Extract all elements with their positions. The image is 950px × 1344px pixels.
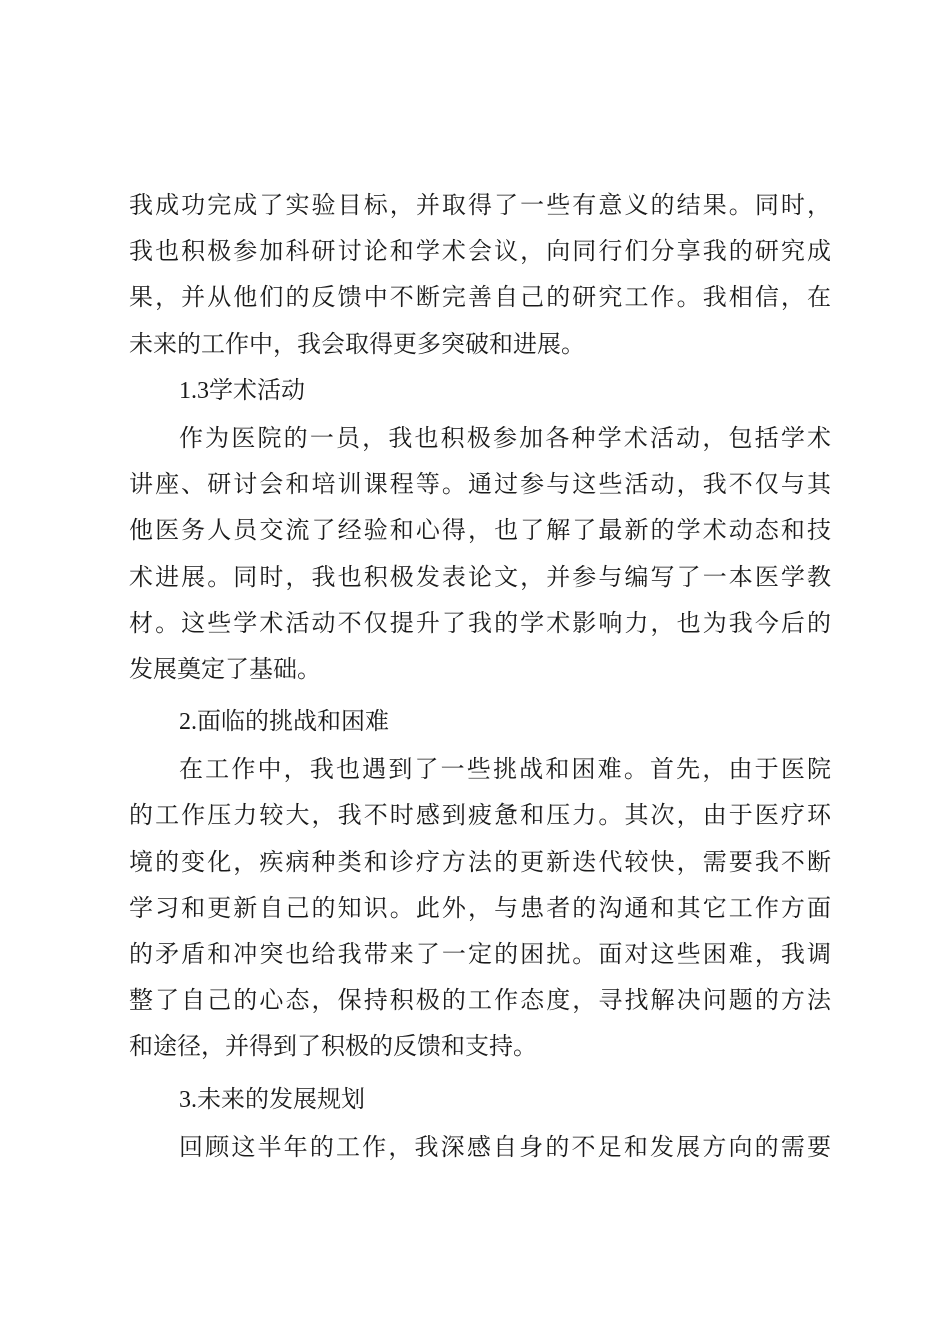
paragraph-line: 在工作中，我也遇到了一些挑战和困难。首先，由于医院 [179, 755, 831, 784]
paragraph-line: 的矛盾和冲突也给我带来了一定的困扰。面对这些困难，我调 [129, 940, 831, 968]
heading-number: 3. [179, 1086, 197, 1113]
paragraph-line: 果，并从他们的反馈中不断完善自己的研究工作。我相信，在 [129, 283, 831, 312]
paragraph-line: 和途径，并得到了积极的反馈和支持。 [129, 1032, 537, 1061]
paragraph-line: 作为医院的一员，我也积极参加各种学术活动，包括学术 [179, 423, 831, 452]
paragraph-future-plans [129, 1124, 831, 1170]
section-heading-future-plans [129, 1076, 831, 1122]
paragraph-line: 的工作压力较大，我不时感到疲惫和压力。其次，由于医疗环 [129, 801, 831, 830]
paragraph-line: 发展奠定了基础。 [129, 654, 321, 683]
section-heading-academic-activities [129, 367, 831, 413]
paragraph-line: 未来的工作中，我会取得更多突破和进展。 [129, 329, 585, 358]
paragraph-line: 境的变化，疾病种类和诊疗方法的更新迭代较快，需要我不断 [129, 847, 831, 876]
heading-title: 学术活动 [209, 375, 305, 404]
paragraph-line: 学习和更新自己的知识。此外，与患者的沟通和其它工作方面 [129, 893, 831, 922]
heading-number: 2. [179, 709, 197, 736]
heading-number: 1.3 [179, 377, 209, 404]
paragraph-line: 讲座、研讨会和培训课程等。通过参与这些活动，我不仅与其 [129, 470, 831, 499]
paragraph-challenges [129, 746, 831, 1069]
paragraph-research-results [129, 182, 831, 367]
paragraph-line: 整了自己的心态，保持积极的工作态度，寻找解决问题的方法 [129, 986, 831, 1015]
paragraph-line: 他医务人员交流了经验和心得，也了解了最新的学术动态和技 [129, 516, 831, 545]
paragraph-line: 材。这些学术活动不仅提升了我的学术影响力，也为我今后的 [129, 608, 831, 637]
heading-title: 未来的发展规划 [197, 1084, 365, 1113]
paragraph-line: 术进展。同时，我也积极发表论文，并参与编写了一本医学教 [129, 562, 831, 591]
paragraph-line: 我也积极参加科研讨论和学术会议，向同行们分享我的研究成 [129, 237, 831, 266]
paragraph-line: 回顾这半年的工作，我深感自身的不足和发展方向的需要 [179, 1132, 831, 1161]
heading-title: 面临的挑战和困难 [197, 707, 389, 736]
section-heading-challenges [129, 698, 831, 744]
paragraph-academic-activities [129, 415, 831, 692]
document-page [129, 182, 831, 1170]
paragraph-line: 我成功完成了实验目标，并取得了一些有意义的结果。同时， [129, 191, 831, 219]
